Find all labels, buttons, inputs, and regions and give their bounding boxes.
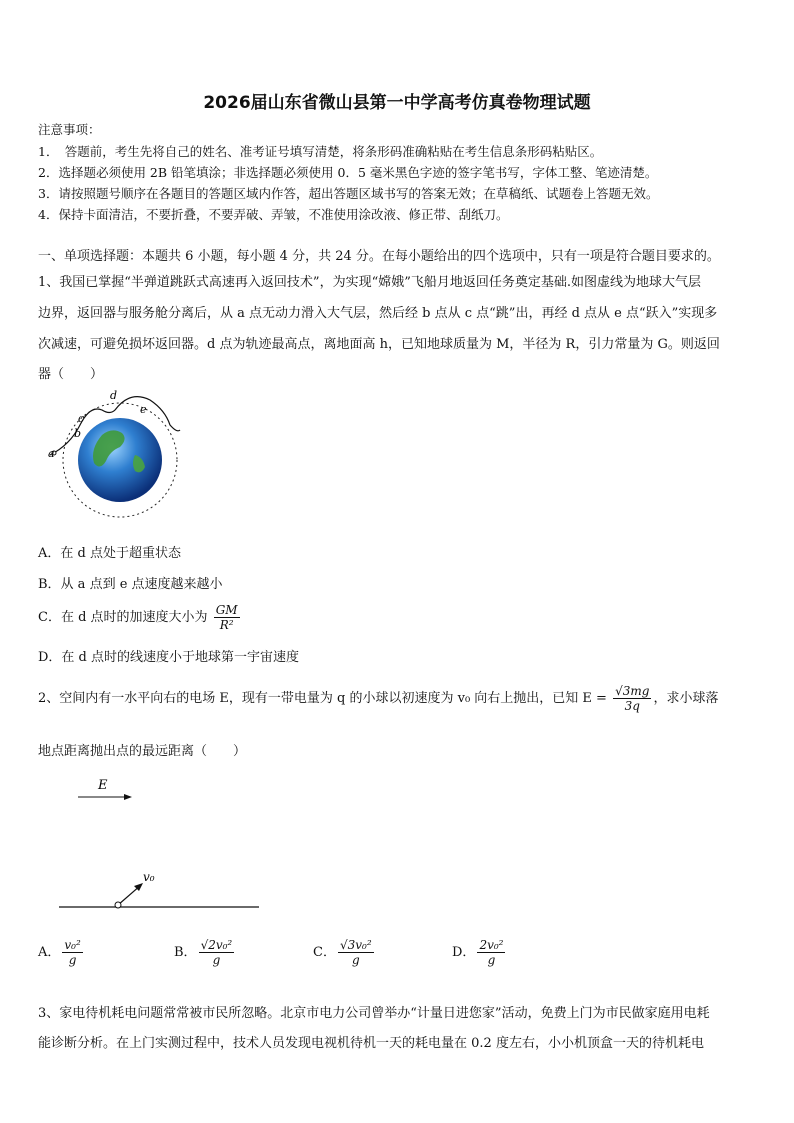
label-c: c bbox=[78, 412, 85, 425]
q1-text: 次减速，可避免损坏返回器。d 点为轨迹最高点，离地面高 h，已知地球质量为 M，半径为 R，引力常量为 G。则返回 bbox=[38, 337, 720, 352]
q1-option-c bbox=[38, 603, 242, 632]
q1-option-a: A．在 d 点处于超重状态 bbox=[38, 546, 181, 561]
notice-heading: 注意事项： bbox=[38, 122, 101, 137]
q2-option-d: D． $\frac{\text{2v₀²}}{g}$ bbox=[452, 938, 504, 967]
notice-item: 2．选择题必须使用 2B 铅笔填涂；非选择题必须使用 0．5 毫米黑色字迹的签字笔书写，字体工整、笔迹清楚。 bbox=[38, 165, 658, 180]
label-E: E bbox=[98, 778, 108, 793]
q2-text: 地点距离抛出点的最远距离（ ） bbox=[38, 744, 247, 759]
label-b: b bbox=[74, 427, 82, 440]
q3-text: 3、家电待机耗电问题常常被市民所忽略。北京市电力公司曾举办“计量日进您家”活动，免费上门为市民做家庭用电耗 bbox=[38, 1006, 710, 1021]
label-e: e bbox=[140, 403, 147, 416]
q3-text: 能诊断分析。在上门实测过程中，技术人员发现电视机待机一天的耗电量在 0.2 度左右，小小机顶盒一天的待机耗电 bbox=[38, 1036, 704, 1051]
page-title: 2026届山东省微山县第一中学高考仿真卷物理试题 bbox=[203, 93, 591, 113]
earth-globe bbox=[78, 418, 162, 502]
q1-option-b: B．从 a 点到 e 点速度越来越小 bbox=[38, 577, 223, 592]
q1-option-d: D．在 d 点时的线速度小于地球第一宇宙速度 bbox=[38, 650, 300, 665]
fraction: $\frac{GM}{\text{R²}}$ bbox=[215, 603, 238, 632]
q1-text: 器（ ） bbox=[38, 367, 104, 382]
fraction: $\frac{√3mg}{3q}$ bbox=[615, 684, 650, 713]
label-d: d bbox=[110, 389, 118, 402]
q1-option-c-text: C．在 d 点时的加速度大小为 bbox=[38, 610, 208, 625]
section-heading: 一、单项选择题：本题共 6 小题，每小题 4 分，共 24 分。在每小题给出的四个选项中，只有一项是符合题目要求的。 bbox=[38, 249, 720, 264]
notice-item: 3．请按照题号顺序在各题目的答题区域内作答，超出答题区域书写的答案无效；在草稿纸、试题卷上答题无效。 bbox=[38, 186, 659, 201]
q2-text: 2、空间内有一水平向右的电场 E，现有一带电量为 q 的小球以初速度为 v₀ 向右上抛出，已知 E = $\frac{√3mg}{3q}$ ，求小球落 bbox=[38, 684, 719, 713]
notice-item: 4．保持卡面清洁，不要折叠，不要弄破、弄皱，不准使用涂改液、修正带、刮纸刀。 bbox=[38, 207, 509, 222]
q1-text: 1、我国已掌握“半弹道跳跃式高速再入返回技术”，为实现“嫦娥”飞船月地返回任务奠定基础.如图虚线为地球大气层 bbox=[38, 275, 701, 290]
q2-option-c: C． $\frac{\text{√3v₀²}}{g}$ bbox=[313, 938, 372, 967]
q2-option-a: A． $\frac{\text{v₀²}}{g}$ bbox=[38, 938, 81, 967]
launch-figure bbox=[55, 865, 265, 915]
electric-field-arrow bbox=[70, 775, 150, 805]
notice-item: 1． 答题前，考生先将自己的姓名、准考证号填写清楚，将条形码准确粘贴在考生信息条形码粘贴区。 bbox=[38, 144, 603, 159]
q2-option-b: B． $\frac{\text{√2v₀²}}{g}$ bbox=[174, 938, 233, 967]
earth-trajectory-figure bbox=[40, 385, 190, 530]
label-v0: v₀ bbox=[143, 870, 155, 884]
label-a: a bbox=[48, 447, 55, 460]
q1-text: 边界，返回器与服务舱分离后，从 a 点无动力滑入大气层，然后经 b 点从 c 点“跳”出，再经 d 点从 e 点“跃入”实现多 bbox=[38, 306, 718, 321]
